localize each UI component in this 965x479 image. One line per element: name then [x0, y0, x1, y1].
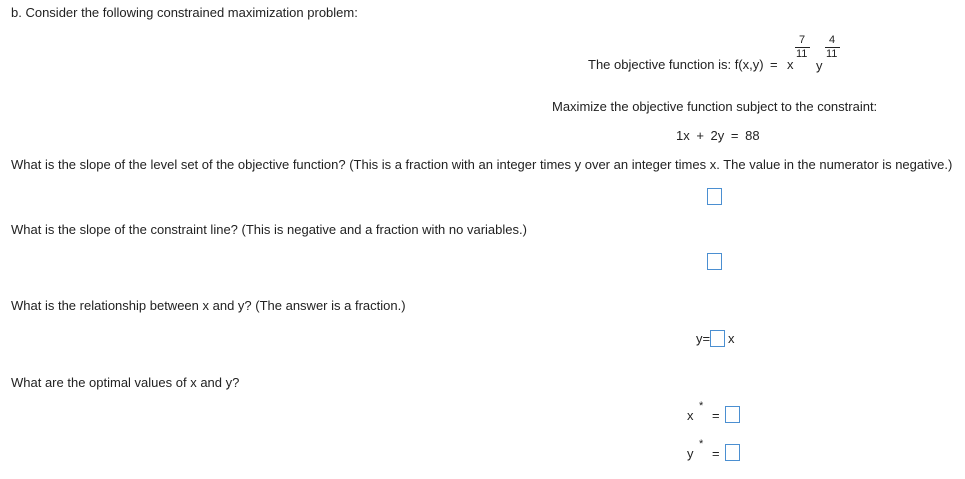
constraint-equation: 1x + 2y = 88	[676, 128, 760, 143]
constraint-intro: Maximize the objective function subject to the constraint:	[552, 99, 878, 114]
optimal-x-answer-input[interactable]	[725, 406, 740, 423]
relationship-rhs: x	[728, 331, 735, 346]
question-level-set-slope: What is the slope of the level set of the objective function? (This is a fraction with an integer times y over an integer times x. The value in the numerator is negative.)	[11, 157, 953, 172]
objective-x-var: x	[787, 57, 794, 72]
relationship-answer-input[interactable]	[710, 330, 725, 347]
objective-label: The objective function is: f(x,y)	[588, 57, 764, 72]
constraint-slope-answer-input[interactable]	[707, 253, 722, 270]
x-exponent-numerator: 7	[799, 34, 806, 46]
optimal-y-equals: =	[712, 446, 720, 461]
question-xy-relationship: What is the relationship between x and y? (The answer is a fraction.)	[11, 298, 406, 313]
optimal-y-star: *	[699, 438, 704, 450]
x-exponent-denominator: 11	[796, 48, 808, 60]
level-set-slope-answer-input[interactable]	[707, 188, 722, 205]
optimal-x-equals: =	[712, 408, 720, 423]
question-constraint-slope: What is the slope of the constraint line? (This is negative and a fraction with no variables.)	[11, 222, 527, 237]
objective-equals: =	[770, 57, 778, 72]
optimal-x-var: x	[687, 408, 694, 423]
optimal-y-answer-input[interactable]	[725, 444, 740, 461]
objective-y-var: y	[816, 58, 823, 73]
problem-heading: b. Consider the following constrained maximization problem:	[11, 5, 358, 20]
y-exponent-denominator: 11	[826, 48, 838, 60]
optimal-y-var: y	[687, 446, 694, 461]
relationship-lhs: y=	[696, 331, 711, 346]
question-optimal-values: What are the optimal values of x and y?	[11, 375, 240, 390]
optimal-x-star: *	[699, 400, 704, 412]
y-exponent-numerator: 4	[829, 34, 836, 46]
